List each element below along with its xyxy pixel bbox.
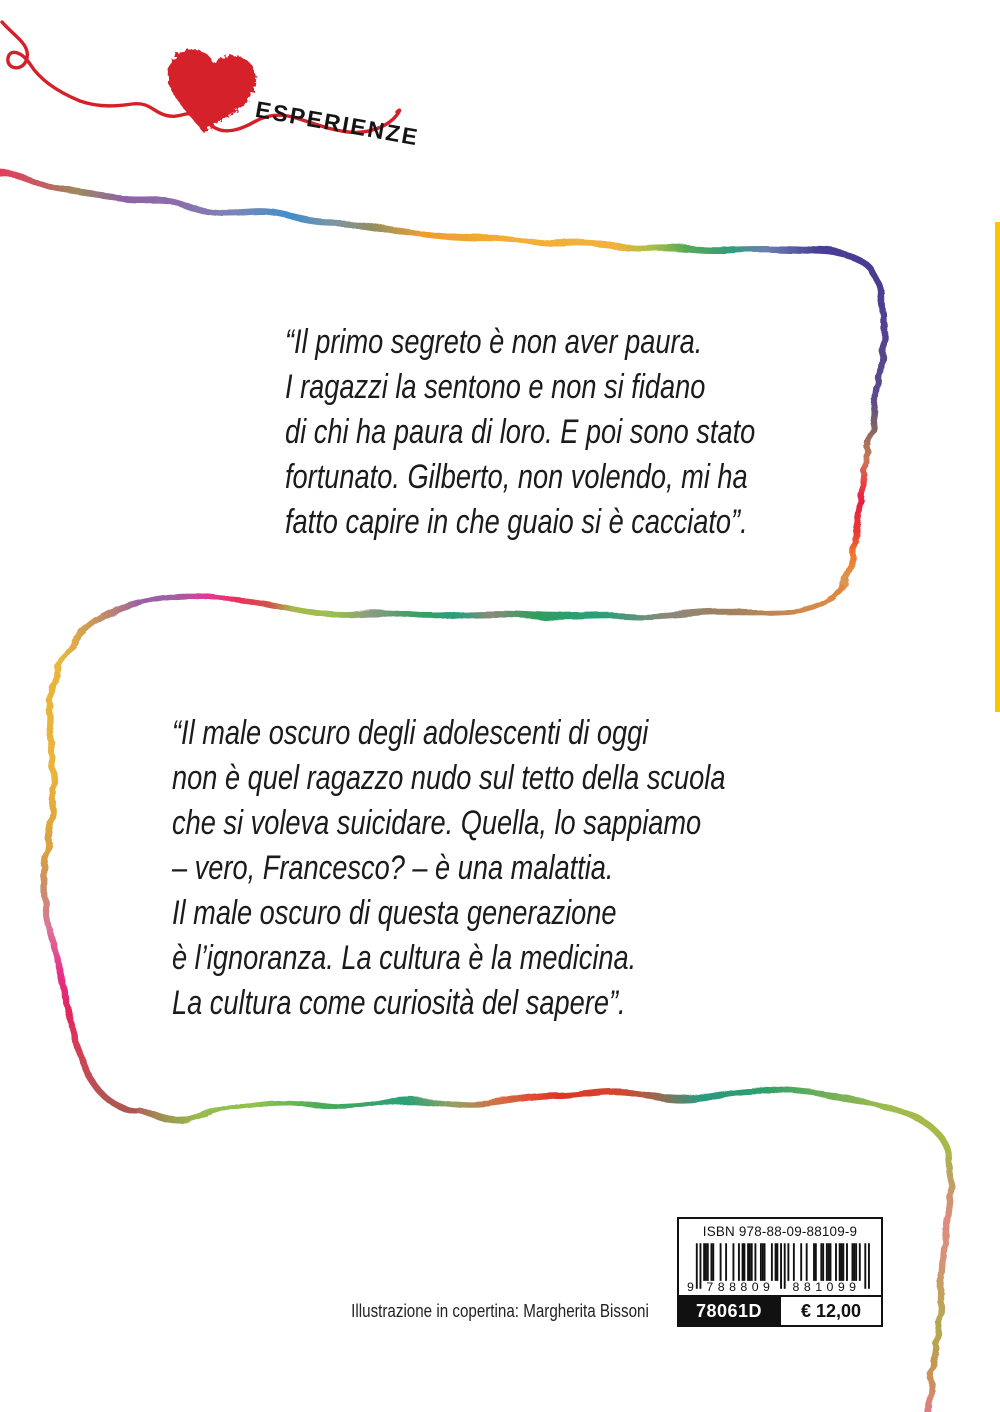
isbn-box (677, 1217, 883, 1327)
quote-line: La cultura come curiosità del sapere”. (172, 984, 626, 1022)
squiggle-segment-top (0, 174, 872, 270)
squiggle-segment-bottom-right (929, 1160, 951, 1412)
quote-second (172, 711, 725, 1026)
squiggle-segment-middle (56, 586, 840, 674)
quote-line: I ragazzi la sentono e non si fidano (285, 368, 706, 406)
quote-line: non è quel ragazzo nudo sul tetto della scuola (172, 759, 726, 797)
heart-ribbon-logo (0, 18, 430, 178)
series-label: ESPERIENZE (253, 96, 422, 151)
quote-line: fatto capire in che guaio si è cacciato”. (285, 503, 748, 541)
quote-line: che si voleva suicidare. Quella, lo sappiamo (172, 804, 702, 842)
quote-line: Il male oscuro di questa generazione (172, 894, 617, 932)
ean-digit-prefix: 9 (686, 1279, 694, 1294)
quote-line: è l’ignoranza. La cultura è la medicina. (172, 939, 637, 977)
ean-digits-right: 881099 (792, 1279, 861, 1294)
isbn-label: ISBN 978-88-09-88109-9 (702, 1223, 858, 1239)
spine-accent-bar (995, 222, 1000, 712)
quote-line: – vero, Francesco? – è una malattia. (172, 849, 614, 887)
quote-first (285, 320, 755, 545)
squiggle-segment-bottom (139, 1090, 950, 1160)
price-cell: € 12,00 (779, 1297, 881, 1325)
squiggle-segment-right (840, 270, 883, 586)
squiggle-segment-left (44, 674, 139, 1110)
isbn-bottom-row (679, 1295, 881, 1325)
quote-line: “Il male oscuro degli adolescenti di oggi (172, 714, 649, 752)
ean-digits-left: 788809 (706, 1279, 775, 1294)
quote-line: “Il primo segreto è non aver paura. (285, 323, 703, 361)
ean-barcode (681, 1241, 879, 1295)
product-code-cell: 78061D (679, 1297, 779, 1325)
quote-line: fortunato. Gilberto, non volendo, mi ha (285, 458, 748, 496)
illustration-credit: Illustrazione in copertina: Margherita Bissoni (351, 1300, 649, 1321)
quote-line: di chi ha paura di loro. E poi sono stato (285, 413, 756, 451)
